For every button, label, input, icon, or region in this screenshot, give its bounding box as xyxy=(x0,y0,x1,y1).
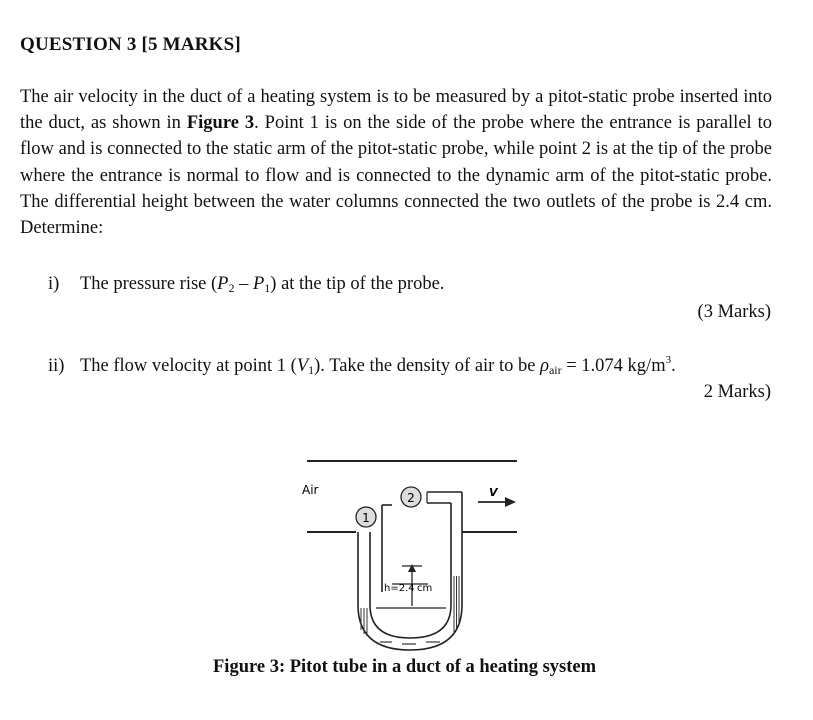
density-value: = 1.074 kg/m xyxy=(561,356,666,376)
symbol-v: V xyxy=(296,356,309,376)
subscript: 2 xyxy=(228,281,235,295)
question-number: ii) xyxy=(48,356,65,376)
velocity-label: V xyxy=(489,486,498,499)
height-label: h=2.4 xyxy=(384,583,415,594)
question-text: ). Take the density of air to be xyxy=(314,356,541,376)
period: . xyxy=(671,356,676,376)
symbol-p2: P xyxy=(217,274,229,294)
sub-question-ii xyxy=(48,354,676,378)
intro-text-1: The air velocity in the duct of a heating system is to be measured by a pitot-static probe inserted into the duct, as shown in xyxy=(20,87,772,134)
subscript: air xyxy=(548,363,562,377)
figure-reference: Figure 3 xyxy=(186,113,255,134)
air-label: Air xyxy=(302,483,319,497)
point-2-label: 2 xyxy=(407,491,415,505)
marks-ii: 2 Marks) xyxy=(703,382,771,402)
question-text: The pressure rise ( xyxy=(80,274,218,294)
water-left-leg xyxy=(361,608,367,636)
question-text: ) at the tip of the probe. xyxy=(270,274,445,294)
subscript: 1 xyxy=(308,363,315,377)
velocity-arrow-head xyxy=(505,497,516,507)
figure-caption-text: Figure 3: Pitot tube in a duct of a heating system xyxy=(213,657,596,677)
symbol-rho: ρ xyxy=(540,356,549,376)
intro-text-2: . Point 1 is on the side of the probe where the entrance is parallel to flow and is connected to the static arm of the pitot-static probe, while point 2 is at the tip of the probe where the entrance is normal to flow and is connected to the dynamic arm of the pitot-static probe. The differential height between the water columns connected the two outlets of the probe is 2.4 cm. Determine: xyxy=(20,113,772,239)
water-right-leg xyxy=(454,576,459,632)
question-number: i) xyxy=(48,274,60,294)
point-1-label: 1 xyxy=(362,511,370,525)
subscript: 1 xyxy=(264,281,271,295)
question-text: The flow velocity at point 1 ( xyxy=(80,356,297,376)
superscript: 3 xyxy=(665,354,672,366)
height-arrow-head xyxy=(408,564,416,572)
symbol-p1: P xyxy=(252,274,265,294)
pitot-tube-figure xyxy=(0,440,813,655)
water-bottom xyxy=(380,642,440,644)
sub-question-i xyxy=(48,274,444,296)
figure-caption xyxy=(0,657,813,678)
minus-sign: – xyxy=(234,274,253,294)
intro-paragraph xyxy=(20,84,772,241)
question-heading: QUESTION 3 [5 MARKS] xyxy=(20,34,241,55)
height-unit: cm xyxy=(417,583,433,594)
marks-i: (3 Marks) xyxy=(697,302,771,322)
